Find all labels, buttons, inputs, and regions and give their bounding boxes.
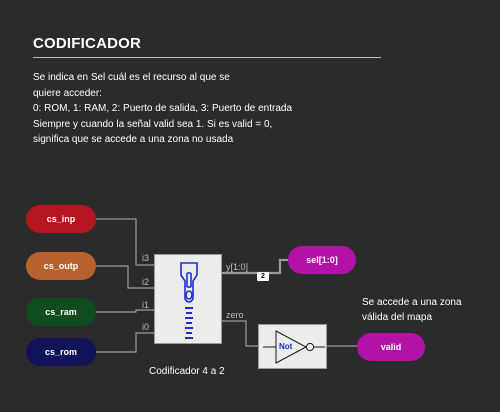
page-title: CODIFICADOR [33, 35, 142, 52]
wire-zero [222, 321, 258, 346]
not-gate-icon [259, 325, 328, 370]
encoder-block[interactable] [154, 254, 222, 344]
wire-cs-ram [96, 310, 154, 312]
encoder-port-i3: i3 [142, 253, 150, 263]
not-gate-block[interactable] [258, 324, 327, 369]
encoder-port-y: y[1:0] [226, 262, 249, 272]
input-cs-rom[interactable]: cs_rom [26, 338, 96, 366]
output-valid[interactable]: valid [357, 333, 425, 361]
bus-width-label: 2 [257, 272, 269, 281]
input-cs-inp[interactable]: cs_inp [26, 205, 96, 233]
output-sel[interactable]: sel[1:0] [288, 246, 356, 274]
description-line: Se indica en Sel cuál es el recurso al que se [33, 72, 230, 83]
zipper-icon [155, 255, 223, 345]
description-line: Siempre y cuando la señal valid sea 1. Si es valid = 0, [33, 118, 273, 130]
encoder-port-i1: i1 [142, 300, 150, 310]
encoder-port-zero: zero [226, 310, 244, 320]
encoder-port-i0: i0 [142, 322, 150, 332]
valid-note-line2: válida del mapa [362, 312, 433, 323]
wire-cs-rom [96, 333, 154, 352]
input-cs-ram[interactable]: cs_ram [26, 298, 96, 326]
description-line: significa que se accede a una zona no usada [33, 134, 234, 145]
not-gate-label: Not [279, 342, 293, 351]
input-cs-outp[interactable]: cs_outp [26, 252, 96, 280]
valid-note-line1: Se accede a una zona [362, 297, 462, 308]
encoder-caption: Codificador 4 a 2 [149, 366, 225, 377]
description-line: quiere acceder: [33, 87, 102, 99]
encoder-port-i2: i2 [142, 277, 150, 287]
description-line: 0: ROM, 1: RAM, 2: Puerto de salida, 3: Puerto de entrada [33, 103, 293, 114]
